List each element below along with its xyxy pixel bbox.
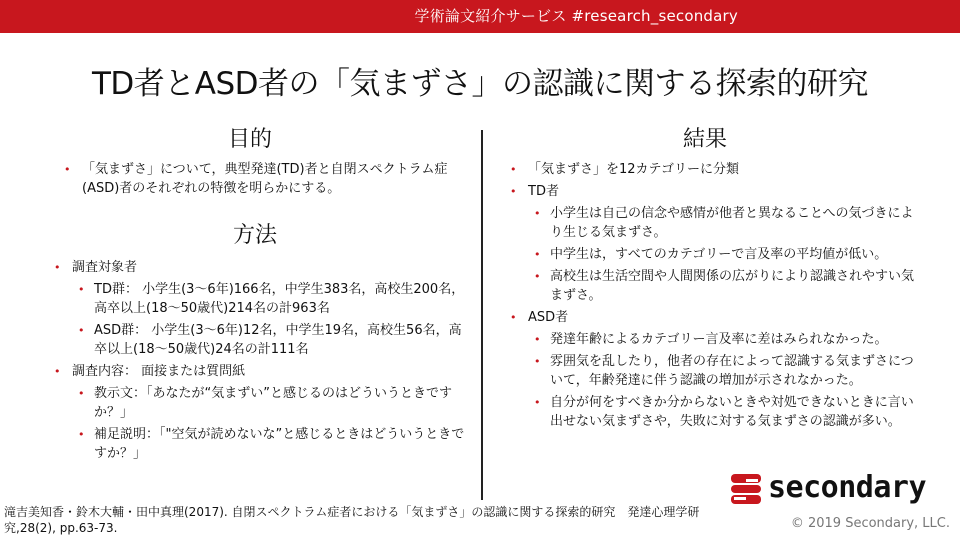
list-item <box>50 362 468 381</box>
secondary-logo-icon <box>730 472 762 506</box>
asd-age: 発達年齢によるカテゴリー言及率に差はみられなかった。 <box>550 332 888 347</box>
banner-text: 学術論文紹介サービス #research_secondary <box>414 7 738 25</box>
method-heading: 方法 <box>232 223 277 248</box>
purpose-list <box>60 160 460 201</box>
bullet-icon: • <box>54 261 61 274</box>
bullet-icon: • <box>534 270 541 283</box>
purpose-text: 「気まずさ」について，典型発達(TD)者と自閉スペクトラム症(ASD)者のそれぞれの特徴を明らかにする。 <box>82 162 448 196</box>
bullet-icon: • <box>510 163 517 176</box>
td-high: 高校生は生活空間や人間関係の広がりにより認識されやすい気まずさ。 <box>550 269 915 303</box>
subject-asd: ASD群： 小学生(3〜6年)12名，中学生19名，高校生56名，高卒以上(18〜50歳代)24名の計111名 <box>94 323 462 357</box>
result-classification: 「気まずさ」を12カテゴリーに分類 <box>528 162 740 177</box>
list-item <box>50 425 468 463</box>
results-heading: 結果 <box>682 127 727 152</box>
method-list <box>50 258 468 466</box>
asd-atmosphere: 雰囲気を乱したり，他者の存在によって認識する気まずさについて，年齢発達に伴う認識の増加が示されなかった。 <box>550 354 914 388</box>
subject-td: TD群： 小学生(3〜6年)166名，中学生383名，高校生200名，高卒以上(18〜50歳代)214名の計963名 <box>94 282 465 316</box>
column-divider <box>481 130 483 500</box>
bullet-icon: • <box>534 333 541 346</box>
subject-label: 調査対象者 <box>72 260 138 275</box>
purpose-heading: 目的 <box>227 127 272 152</box>
bullet-icon: • <box>54 365 61 378</box>
list-item <box>506 352 926 390</box>
bullet-icon: • <box>534 355 541 368</box>
list-item <box>506 308 926 327</box>
bullet-icon: • <box>78 428 85 441</box>
list-item <box>50 384 468 422</box>
asd-failure: 自分が何をすべきか分からないときや対処できないときに言い出せない気まずさや，失敗に対する気まずさの認識が多い。 <box>550 395 914 429</box>
bullet-icon: • <box>534 207 541 220</box>
bullet-icon: • <box>510 185 517 198</box>
slide-title: TD者とASD者の「気まずさ」の認識に関する探索的研究 <box>91 66 869 102</box>
content-supplement: 補足説明：「"空気が読めないな”と感じるときはどういうときですか？」 <box>94 427 465 461</box>
list-item <box>506 393 926 431</box>
list-item <box>506 182 926 201</box>
content-label: 調査内容： 面接または質問紙 <box>72 364 246 379</box>
bullet-icon: • <box>510 311 517 324</box>
list-item <box>50 280 468 318</box>
list-item <box>50 321 468 359</box>
results-list <box>506 160 926 434</box>
bullet-icon: • <box>534 396 541 409</box>
content-teaching: 教示文：「あなたが“気まずい”と感じるのはどういうときですか？」 <box>94 386 452 420</box>
bullet-icon: • <box>64 163 71 176</box>
citation: 滝吉美知香・鈴木大輔・田中真理(2017). 自閉スペクトラム症者における「気まずさ」の認識に関する探索的研究 発達心理学研究,28(2), pp.63-73. <box>4 505 700 535</box>
bullet-icon: • <box>78 283 85 296</box>
bullet-icon: • <box>78 324 85 337</box>
secondary-logo <box>730 470 930 510</box>
bullet-icon: • <box>534 248 541 261</box>
td-junior: 中学生は，すべてのカテゴリーで言及率の平均値が低い。 <box>550 247 888 262</box>
list-item <box>506 160 926 179</box>
list-item <box>506 245 926 264</box>
list-item <box>506 204 926 242</box>
logo-text: secondary <box>768 470 927 505</box>
copyright: © 2019 Secondary, LLC. <box>790 516 950 531</box>
bullet-icon: • <box>78 387 85 400</box>
list-item <box>60 160 460 198</box>
list-item <box>50 258 468 277</box>
top-banner <box>0 0 960 33</box>
list-item <box>506 267 926 305</box>
td-elementary: 小学生は自己の信念や感情が他者と異なることへの気づきにより生じる気まずさ。 <box>550 206 914 240</box>
list-item <box>506 330 926 349</box>
td-label: TD者 <box>528 184 559 199</box>
asd-label: ASD者 <box>528 310 569 325</box>
